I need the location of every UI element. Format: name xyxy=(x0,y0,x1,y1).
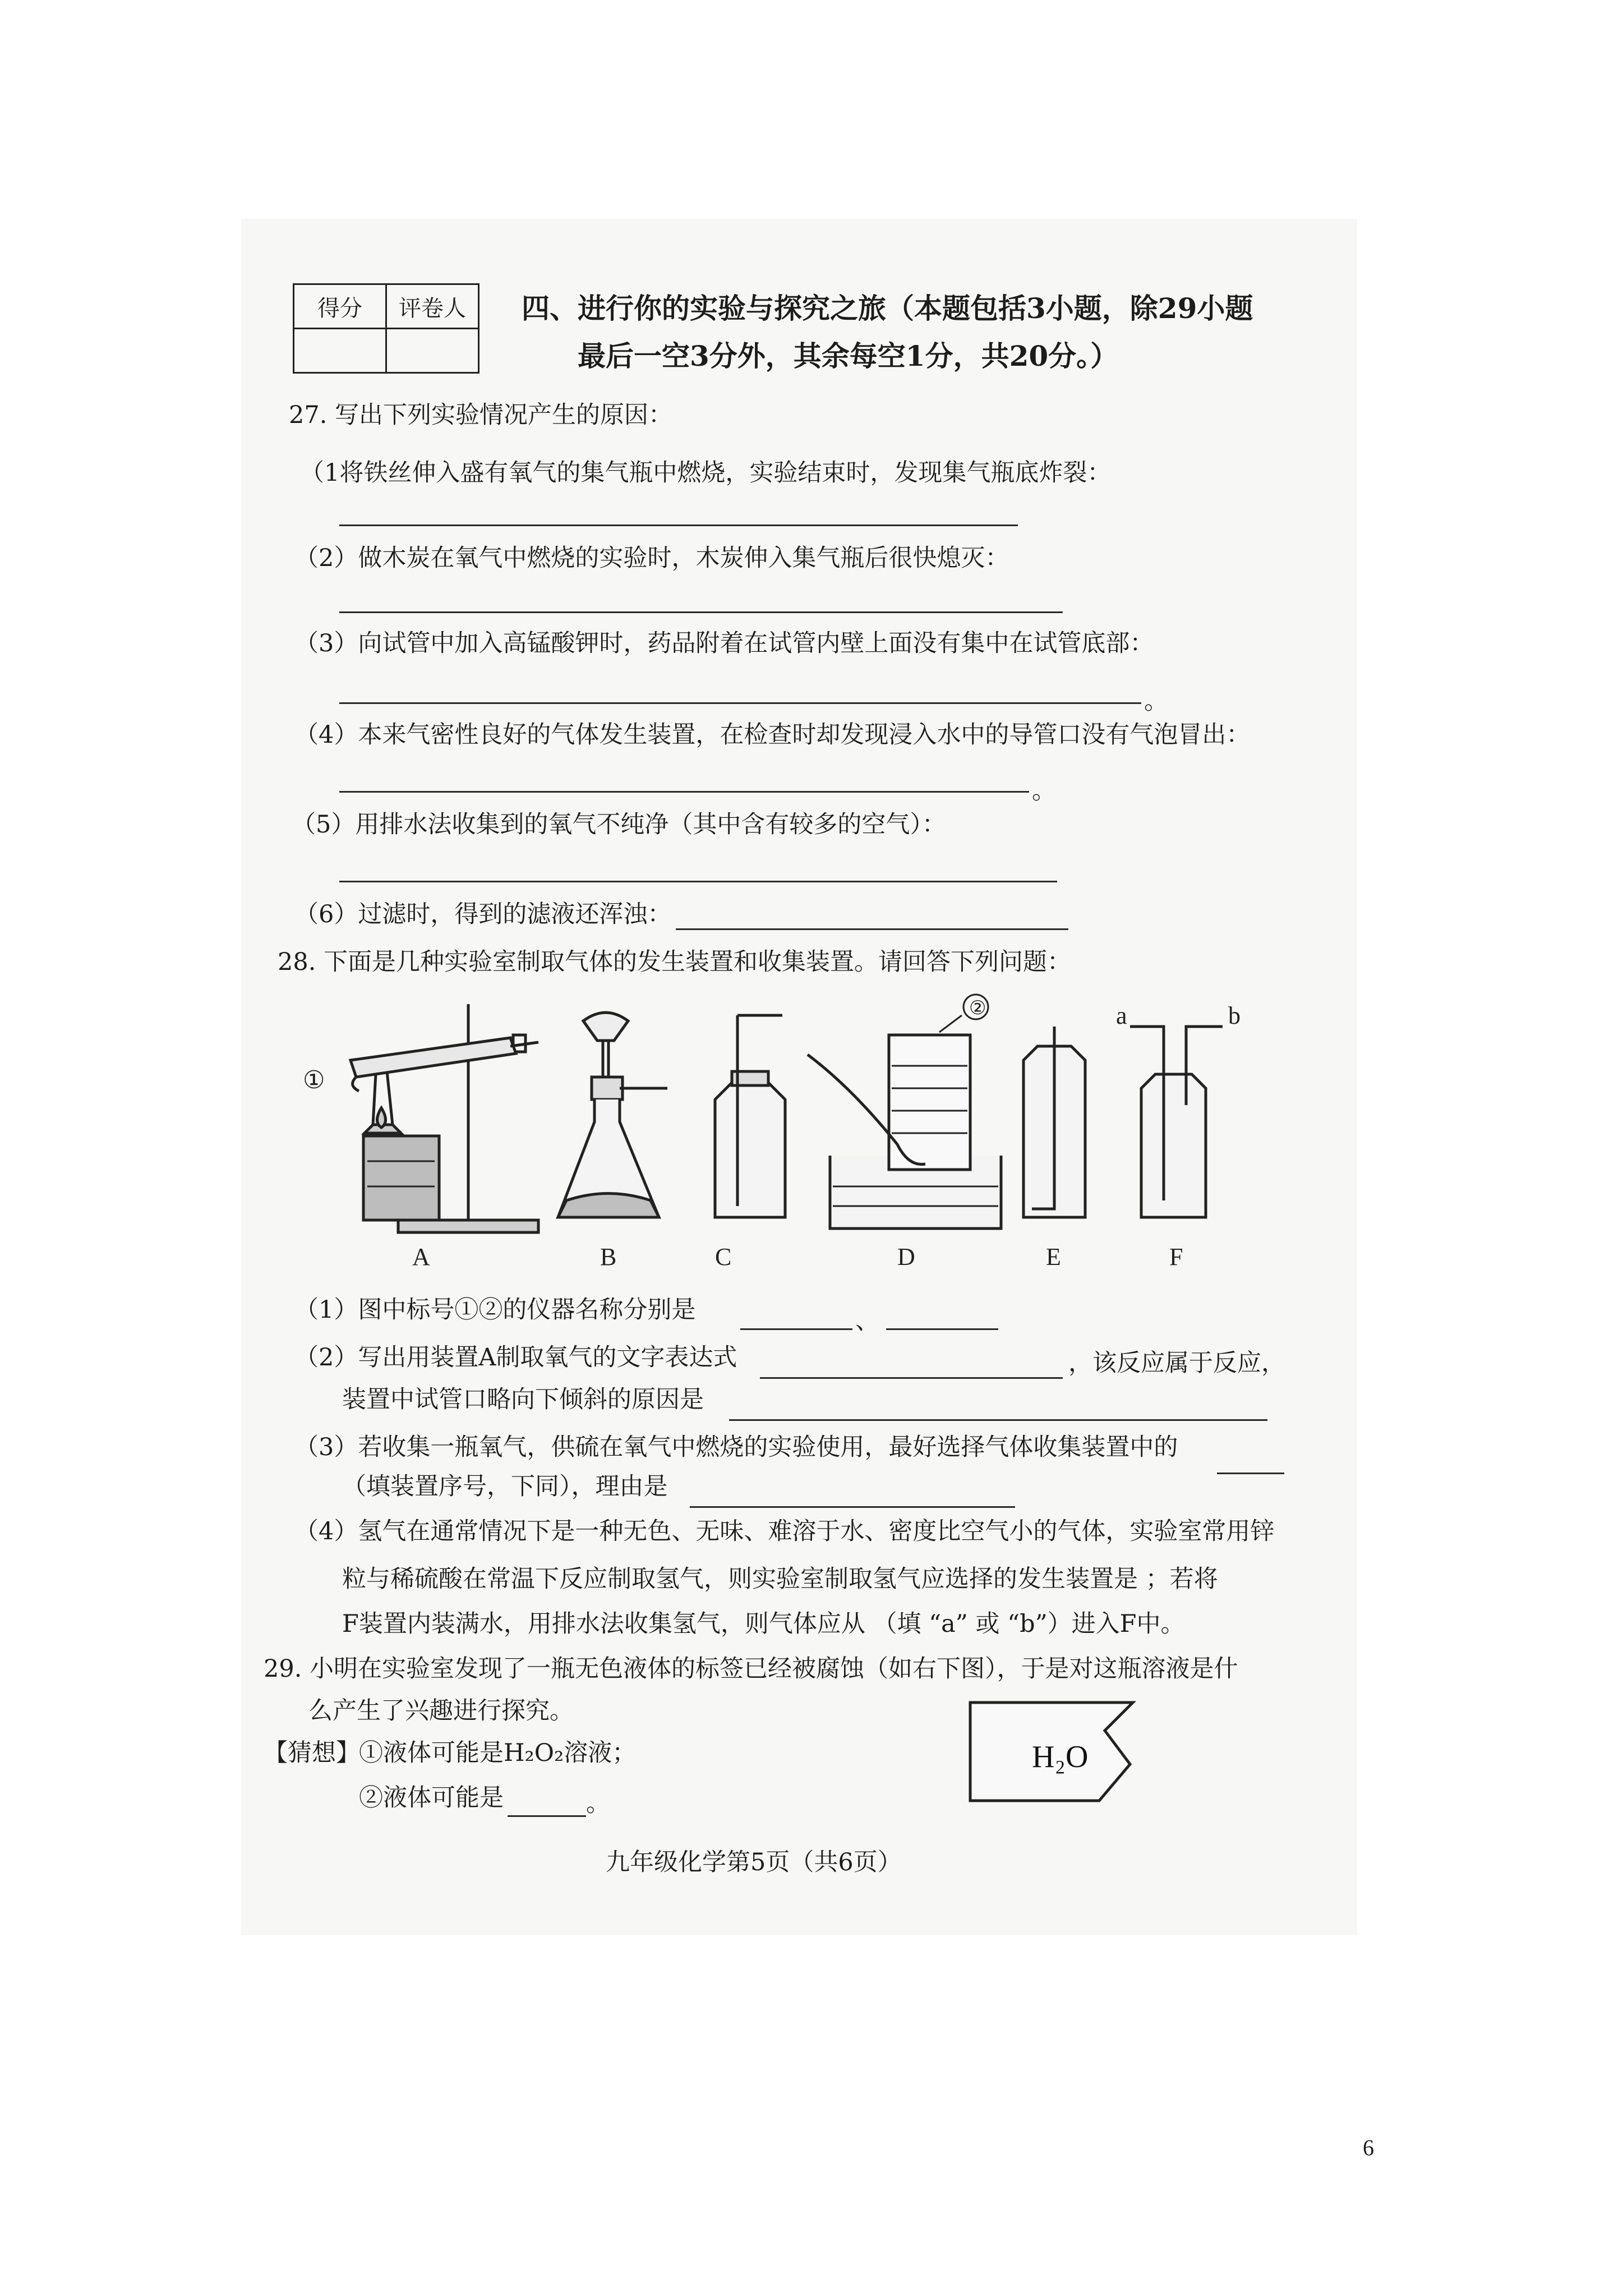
q28-p2c: 装置中试管口略向下倾斜的原因是 xyxy=(342,1386,704,1414)
label-a: A xyxy=(412,1243,430,1271)
q27-item-2: （2）做木炭在氧气中燃烧的实验时，木炭伸入集气瓶后很快熄灭： xyxy=(294,544,1009,572)
answer-line-27-5 xyxy=(339,881,1057,882)
score-header: 得分 xyxy=(294,284,386,329)
q27-item-6: （6）过滤时，得到的滤液还浑浊： xyxy=(294,900,672,928)
port-a-label: a xyxy=(1116,1002,1127,1029)
q28-p4a: （4）氢气在通常情况下是一种无色、无味、难溶于水、密度比空气小的气体，实验室常用锌 xyxy=(294,1517,1275,1545)
apparatus-d xyxy=(808,995,1001,1228)
q28-p1-sep: 、 xyxy=(855,1307,879,1335)
q27-item-1: （1将铁丝伸入盛有氧气的集气瓶中燃烧，实验结束时，发现集气瓶底炸裂： xyxy=(300,459,1112,487)
guess-2-end: 。 xyxy=(586,1789,610,1818)
marker-2: ② xyxy=(969,998,986,1019)
guess-1: ①液体可能是H₂O₂溶液； xyxy=(359,1739,637,1767)
q28-p3b: （填装置序号，下同），理由是 xyxy=(342,1473,668,1501)
q28-p4b: 粒与稀硫酸在常温下反应制取氢气，则实验室制取氢气应选择的发生装置是 ；若将 xyxy=(342,1565,1218,1593)
apparatus-a xyxy=(351,1004,538,1232)
q27-item-4: （4）本来气密性良好的气体发生装置，在检查时却发现浸入水中的导管口没有气泡冒出： xyxy=(294,721,1251,749)
q27-item-3: （3）向试管中加入高锰酸钾时，药品附着在试管内壁上面没有集中在试管底部： xyxy=(294,629,1154,657)
apparatus-c xyxy=(715,1015,785,1217)
answer-line-29 xyxy=(508,1815,586,1817)
apparatus-e xyxy=(1023,1027,1085,1217)
answer-line-27-4 xyxy=(339,791,1029,793)
answer-line-27-6 xyxy=(676,928,1068,930)
page-number: 6 xyxy=(1363,2135,1374,2160)
apparatus-f xyxy=(1130,1027,1223,1217)
score-cell xyxy=(294,329,386,373)
answer-line-28-2a xyxy=(760,1377,1063,1379)
port-b-label: b xyxy=(1228,1002,1241,1029)
guess-2: ②液体可能是 xyxy=(359,1784,504,1812)
label-formula: H₂O xyxy=(1032,1740,1089,1774)
page-footer: 九年级化学第5页（共6页） xyxy=(606,1848,902,1876)
period-27-4: 。 xyxy=(1032,777,1056,805)
guess-tag: 【猜想】 xyxy=(264,1739,360,1767)
q28-p2a: （2）写出用装置A制取氧气的文字表达式 xyxy=(294,1343,737,1372)
q27-item-5: （5）用排水法收集到的氧气不纯净（其中含有较多的空气）： xyxy=(292,811,946,839)
answer-line-27-2 xyxy=(339,611,1063,613)
period-27-3: 。 xyxy=(1144,687,1168,715)
answer-line-28-2c xyxy=(729,1419,1267,1421)
grader-header: 评卷人 xyxy=(386,284,479,329)
q28-p3a: （3）若收集一瓶氧气，供硫在氧气中燃烧的实验使用，最好选择气体收集装置中的 xyxy=(294,1433,1178,1461)
answer-line-27-1 xyxy=(339,524,1018,526)
apparatus-b xyxy=(558,1013,667,1217)
section-title-line1: 四、进行你的实验与探究之旅（本题包括3小题，除29小题 xyxy=(522,292,1253,325)
answer-line-28-1b xyxy=(886,1328,998,1330)
label-d: D xyxy=(897,1243,915,1271)
label-b: B xyxy=(600,1243,617,1271)
q28-p1: （1）图中标号①②的仪器名称分别是 xyxy=(294,1296,696,1324)
q29-stem-1: 29. 小明在实验室发现了一瓶无色液体的标签已经被腐蚀（如右下图），于是对这瓶溶液是什 xyxy=(264,1655,1238,1683)
grader-cell xyxy=(386,329,479,373)
q28-p4c: F装置内装满水，用排水法收集氢气，则气体应从 （填 “a” 或 “b”）进入F中。 xyxy=(342,1610,1185,1638)
answer-line-27-3 xyxy=(339,702,1141,704)
answer-line-28-1a xyxy=(740,1328,852,1330)
score-box xyxy=(293,283,479,374)
marker-1: ① xyxy=(303,1066,325,1094)
apparatus-diagram xyxy=(303,993,1301,1285)
section-title-line2: 最后一空3分外，其余每空1分，共20分。） xyxy=(578,339,1119,372)
q27-stem: 27. 写出下列实验情况产生的原因： xyxy=(289,401,673,429)
q28-p2b: ，该反应属于反应， xyxy=(1068,1349,1285,1377)
q29-stem-2: 么产生了兴趣进行探究。 xyxy=(308,1697,574,1725)
answer-line-28-3b xyxy=(690,1506,1015,1508)
label-f: F xyxy=(1169,1243,1183,1271)
label-c: C xyxy=(715,1243,732,1271)
label-e: E xyxy=(1046,1243,1061,1271)
corroded-label xyxy=(965,1697,1144,1809)
q28-stem: 28. 下面是几种实验室制取气体的发生装置和收集装置。请回答下列问题： xyxy=(278,948,1072,976)
answer-line-28-3a xyxy=(1217,1473,1284,1474)
